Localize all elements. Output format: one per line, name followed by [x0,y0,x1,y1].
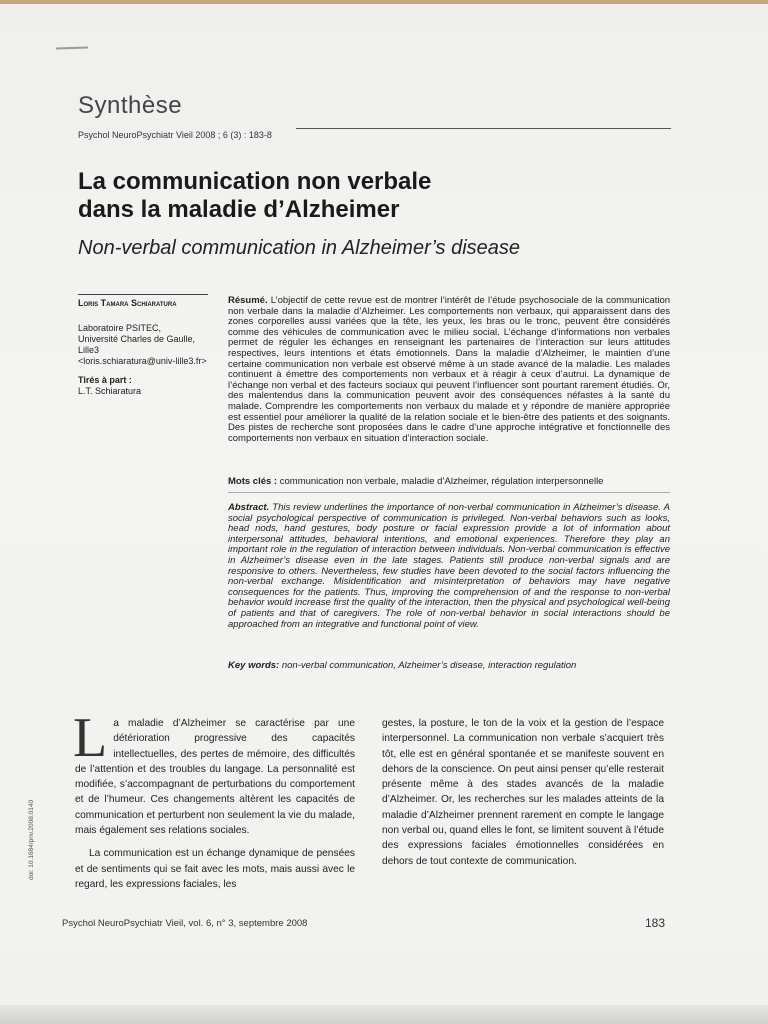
body-paragraph [73,707,355,838]
abstract-fr-label: Résumé. [228,295,268,306]
article-title-en: Non-verbal communication in Alzheimer’s disease [78,237,521,259]
page-shadow [0,1005,768,1024]
affiliation-line-1: Laboratoire PSITEC, [78,323,162,333]
abstract-en-label: Abstract. [228,502,270,513]
title-fr-line-2: dans la maladie d’Alzheimer [78,196,400,223]
author-name: Loris Tamara Schiaratura [78,298,177,308]
page-number: 183 [645,916,666,930]
doi-text: doi: 10.1684/pnv.2008.0140 [28,799,35,880]
article-title-fr [78,168,431,224]
author-block [78,298,218,397]
abstract-en [228,503,670,630]
keywords-fr [228,476,670,487]
body-paragraph-text: a maladie d’Alzheimer se caractérise par une détérioration progressive des capacités intellectuelles, des pertes de mémoire, des difficultés de l’attention et des troubles du langage. La personnalité est modifiée, s’accompagnant de perturbations du comportement et de l’humeur. Ces changements altèrent les capacités de communication et perturbent non seulement la vie du malade, mais également ses relations sociales. [75,718,355,837]
keywords-en-label: Key words: [228,660,280,671]
title-fr-line-1: La communication non verbale [78,168,432,195]
journal-reference: Psychol NeuroPsychiatr Vieil 2008 ; 6 (3) : 183-8 [78,130,272,140]
abstract-divider [228,492,670,493]
abstract-fr [228,296,670,444]
body-paragraph: gestes, la posture, le ton de la voix et la gestion de l’espace interpersonnel. La communication non verbale s’acquiert très tôt, elle est en général spontanée et se manifeste souvent en dehors de la conscience. On peut ainsi penser qu’elle resterait présente même à des stades avancés de la maladie d’Alzheimer. Or, les recherches sur les malades atteints de la maladie d’Alzheimer prennent rarement en compte le langage non verbal ou, quand elles le font, se limitent souvent à l’étude des expressions faciales émotionnelles considérées en dehors de tout contexte de communication. [382,718,664,867]
header-rule [296,128,671,129]
keywords-fr-text: communication non verbale, maladie d’Alzheimer, régulation interpersonnelle [279,476,604,487]
body-column-right [382,716,664,877]
pen-mark [56,46,88,49]
author-email[interactable]: <loris.schiaratura@univ-lille3.fr> [78,356,207,366]
abstract-en-text: This review underlines the importance of non-verbal communication in Alzheimer’s disease. A social psychological perspective of communication is privileged. Non-verbal behaviors such as looks, head nods, hand gestures, body posture or facial expression provide a lot of information about interpersonal attitudes, behavioral intentions, and emotional experiences. Therefore they play an important role in the regulation of interaction between individuals. Non-verbal communication is effective in Alzheimer’s disease even in the late stages. Patients still produce non-verbal signals and are responsive to others. Nevertheless, few studies have been devoted to the social factors influencing the non-verbal exchange. Misidentification and misinterpretation of behaviors may have negative consequences for the patients. Thus, improving the comprehension of and the response to non-verbal behavior would increase first the quality of the interaction, then the physical and psychological well-being of patients and that of caregivers. The role of non-verbal behavior in social interactions should be approached from an integrative and functional point of view. [228,502,671,630]
abstract-fr-text: L’objectif de cette revue est de montrer l’intérêt de l’étude psychosociale de la communication non verbale dans la maladie d’Alzheimer. Les comportements non verbaux, qui apparaissent dans des zones corporelles aussi variées que la tête, les yeux, les bras ou le tronc, peuvent être considérés comme des véhicules de communication avec le milieu social. L’échange d’informations non verbales permet de réguler les échanges en renseignant les partenaires de l’interaction sur leurs attitudes respectives, leurs intentions et états émotionnels. Dans la maladie d’Alzheimer, le maintien d’une certaine communication non verbale est observé même à un stade avancé de la maladie. Les malades continuent à émettre des comportements non verbaux et à réagir à ceux d’autrui. La dynamique de l’échange non verbal et des facteurs sociaux qui peuvent l’influencer sont pourtant rarement étudiés. Or, des malentendus dans la communication peuvent avoir des conséquences néfastes à la santé du malade. Comprendre les comportements non verbaux du malade et y répondre de manière appropriée est essentiel pour améliorer la qualité de la relation sociale et le bien-être des patients et des soignants. Des pistes de recherche sont proposées dans le cadre d’une approche intégrative et fonctionnelle des comportements non verbaux en situation d’interaction sociale. [228,295,671,444]
body-column-left [73,707,355,900]
affiliation-line-2: Université Charles de Gaulle, [78,334,196,344]
keywords-en-text: non-verbal communication, Alzheimer’s disease, interaction regulation [281,660,577,671]
body-paragraph: La communication est un échange dynamique de pensées et de sentiments qui se fait avec les mots, mais aussi avec le regard, les expressions faciales, les [75,848,355,890]
reprint-label: Tirés à part : [78,375,132,385]
keywords-fr-label: Mots clés : [228,476,278,487]
drop-cap: L [73,707,108,769]
reprint-name: L.T. Schiaratura [78,386,142,396]
keywords-en [228,660,670,671]
page-edge [0,0,768,4]
author-rule [78,294,208,295]
section-title: Synthèse [78,92,183,119]
footer-citation: Psychol NeuroPsychiatr Vieil, vol. 6, n° 3, septembre 2008 [62,918,308,929]
affiliation-line-3: Lille3 [78,345,100,355]
